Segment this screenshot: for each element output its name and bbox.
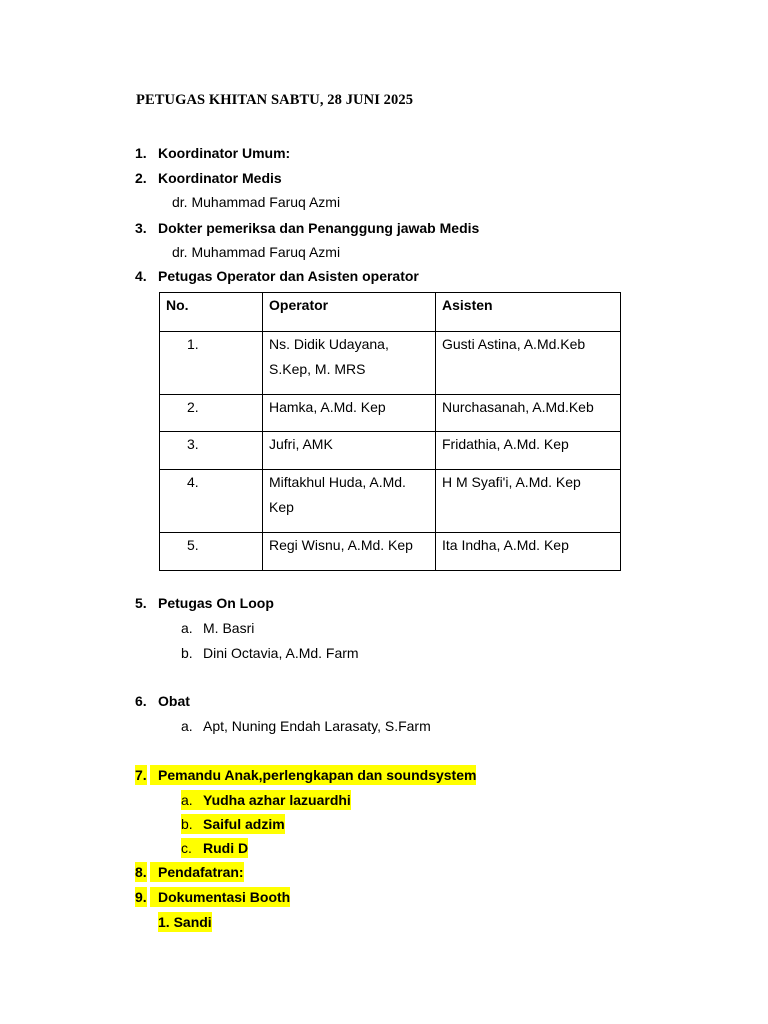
- cell-no: 4.: [160, 470, 263, 533]
- cell-operator: Jufri, AMK: [263, 432, 436, 470]
- item-value: dr. Muhammad Faruq Azmi: [172, 194, 341, 210]
- table-row: [160, 470, 621, 533]
- cell-no: 2.: [160, 395, 263, 432]
- sub-item-letter: b.: [181, 645, 193, 661]
- item-number: 3.: [135, 220, 147, 236]
- operator-line: Ns. Didik Udayana,: [269, 336, 389, 352]
- item-heading: Petugas On Loop: [158, 595, 274, 611]
- operator-line: Kep: [269, 499, 294, 515]
- sub-item-text: Dini Octavia, A.Md. Farm: [203, 645, 359, 661]
- sub-item-letter: a.: [181, 790, 203, 810]
- column-header-no: No.: [160, 293, 263, 332]
- sub-item-letter: a.: [181, 718, 193, 734]
- sub-item-text: Apt, Nuning Endah Larasaty, S.Farm: [203, 718, 431, 734]
- table-header-row: [160, 293, 621, 332]
- item-heading: Obat: [158, 693, 190, 709]
- sub-item-letter: b.: [181, 814, 203, 834]
- list-item-1: [0, 143, 768, 163]
- item-number: 5.: [135, 595, 147, 611]
- list-item-4: [0, 266, 768, 286]
- list-item-3: [0, 218, 768, 238]
- cell-asisten: Gusti Astina, A.Md.Keb: [436, 332, 621, 395]
- sub-item: [0, 643, 768, 663]
- column-header-asisten: Asisten: [436, 293, 621, 332]
- cell-no: 5.: [160, 533, 263, 571]
- item-value: dr. Muhammad Faruq Azmi: [172, 244, 341, 260]
- item-heading: Pemandu Anak,perlengkapan dan soundsystem: [150, 765, 476, 785]
- operator-line: S.Kep, M. MRS: [269, 361, 366, 377]
- item-heading: Petugas Operator dan Asisten operator: [158, 268, 419, 284]
- item-number: 6.: [135, 693, 147, 709]
- cell-operator: Hamka, A.Md. Kep: [263, 395, 436, 432]
- item-number: 4.: [135, 268, 147, 284]
- item-number: 1.: [135, 145, 147, 161]
- sub-item: [0, 838, 768, 858]
- item-heading: Koordinator Medis: [158, 170, 282, 186]
- operator-table: [159, 292, 621, 571]
- sub-item-text: 1. Sandi: [158, 914, 212, 930]
- sub-item: [0, 790, 768, 810]
- item-number: 2.: [135, 170, 147, 186]
- cell-operator: Regi Wisnu, A.Md. Kep: [263, 533, 436, 571]
- sub-item: [0, 814, 768, 834]
- sub-item: [0, 716, 768, 736]
- table-row: [160, 395, 621, 432]
- sub-item-text: M. Basri: [203, 620, 255, 636]
- cell-asisten: Fridathia, A.Md. Kep: [436, 432, 621, 470]
- sub-item-text: Rudi D: [203, 840, 249, 856]
- column-header-operator: Operator: [263, 293, 436, 332]
- item-heading: Pendafatran:: [150, 862, 244, 882]
- cell-no: 3.: [160, 432, 263, 470]
- sub-item: [0, 618, 768, 638]
- item-heading: Dokumentasi Booth: [150, 887, 290, 907]
- sub-item-text: Yudha azhar lazuardhi: [203, 792, 351, 808]
- item-heading: Dokter pemeriksa dan Penanggung jawab Medis: [158, 220, 480, 236]
- item-number: 9.: [135, 889, 147, 905]
- table-row: [160, 533, 621, 571]
- item-number: 7.: [135, 767, 147, 783]
- list-item-5: [0, 593, 768, 613]
- cell-no: 1.: [160, 332, 263, 395]
- list-item-8: [0, 862, 768, 882]
- table-row: [160, 332, 621, 395]
- cell-operator: [263, 332, 436, 395]
- sub-item-letter: a.: [181, 620, 193, 636]
- sub-item-text: Saiful adzim: [203, 816, 285, 832]
- list-item-2: [0, 168, 768, 188]
- item-number: 8.: [135, 864, 147, 880]
- list-item-7: [0, 765, 768, 785]
- sub-item-letter: c.: [181, 838, 203, 858]
- document-title: PETUGAS KHITAN SABTU, 28 JUNI 2025: [136, 92, 414, 108]
- list-item-6: [0, 691, 768, 711]
- cell-asisten: Nurchasanah, A.Md.Keb: [436, 395, 621, 432]
- sub-item: [0, 912, 768, 932]
- list-item-2-value: [0, 192, 768, 212]
- operator-line: Miftakhul Huda, A.Md.: [269, 474, 406, 490]
- cell-asisten: Ita Indha, A.Md. Kep: [436, 533, 621, 571]
- list-item-3-value: [0, 242, 768, 262]
- list-item-9: [0, 887, 768, 907]
- table-row: [160, 432, 621, 470]
- cell-operator: [263, 470, 436, 533]
- cell-asisten: H M Syafi'i, A.Md. Kep: [436, 470, 621, 533]
- item-heading: Koordinator Umum:: [158, 145, 291, 161]
